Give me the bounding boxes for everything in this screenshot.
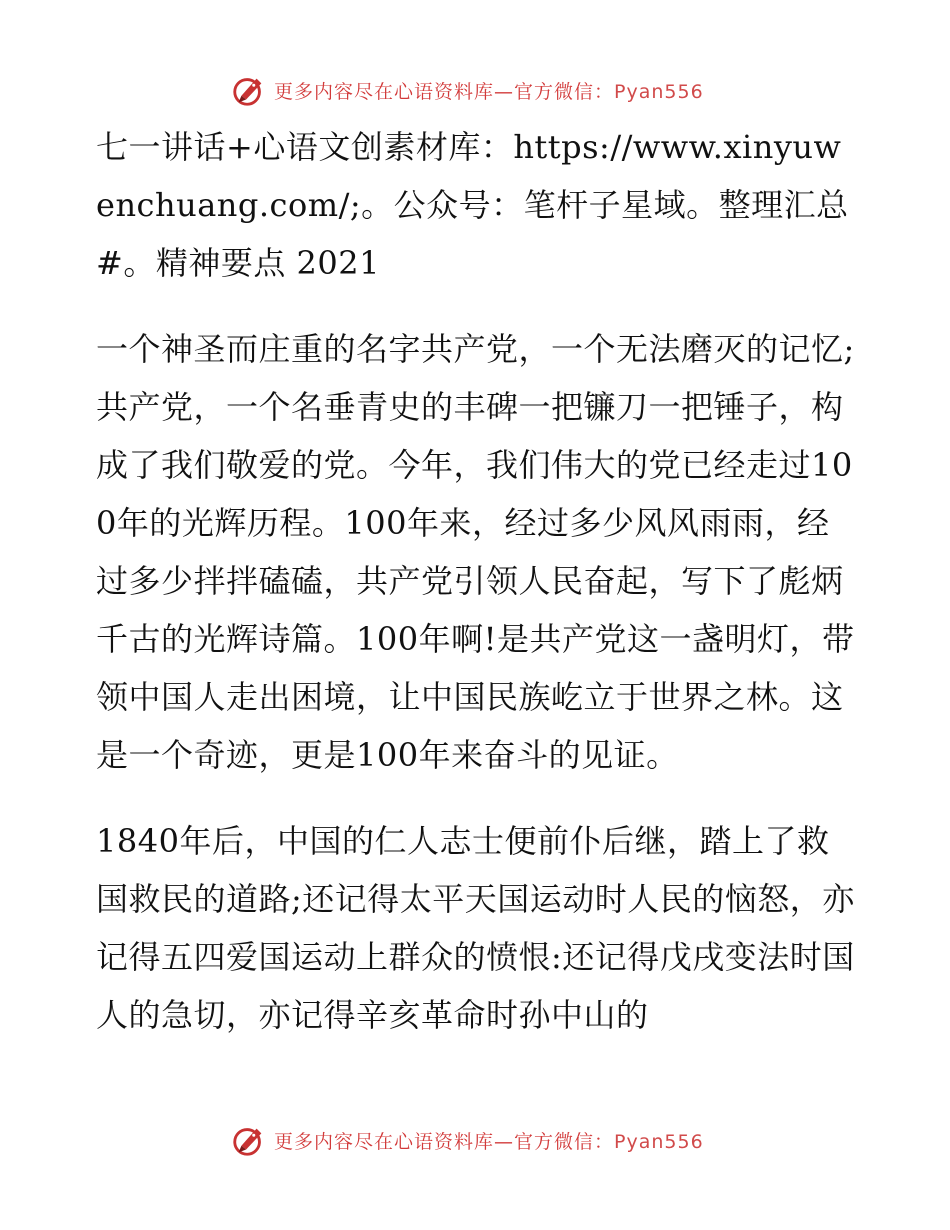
paragraph-1: 七一讲话+心语文创素材库：https://www.xinyuwenchuang.com/;。公众号：笔杆子星域。整理汇总#。精神要点 2021 <box>96 128 849 282</box>
header-watermark <box>230 70 730 110</box>
paragraph-2: 一个神圣而庄重的名字共产党，一个无法磨灭的记忆;共产党，一个名垂青史的丰碑一把镰刀一把锤子，构成了我们敬爱的党。今年，我们伟大的党已经走过100年的光辉历程。100年来，经过多少风风雨雨，经过多少拌拌磕磕，共产党引领人民奋起，写下了彪炳千古的光辉诗篇。100年啊!是共产党这一盏明灯，带领中国人走出困境，让中国民族屹立于世界之林。这是一个奇迹，更是100年来奋斗的见证。 <box>96 330 855 774</box>
document-body <box>96 118 856 1044</box>
watermark-text: 更多内容尽在心语资料库—官方微信：Pyan556 <box>274 1130 704 1153</box>
footer-watermark <box>230 1120 730 1160</box>
paragraph-3: 1840年后，中国的仁人志士便前仆后继，踏上了救国救民的道路;还记得太平天国运动时人民的恼怒，亦记得五四爱国运动上群众的愤恨:还记得戊戌变法时国人的急切，亦记得辛亥革命时孙中山的 <box>96 822 855 1034</box>
pen-nib-logo-icon <box>230 71 268 109</box>
watermark-text: 更多内容尽在心语资料库—官方微信：Pyan556 <box>274 80 704 103</box>
pen-nib-logo-icon <box>230 1121 268 1159</box>
